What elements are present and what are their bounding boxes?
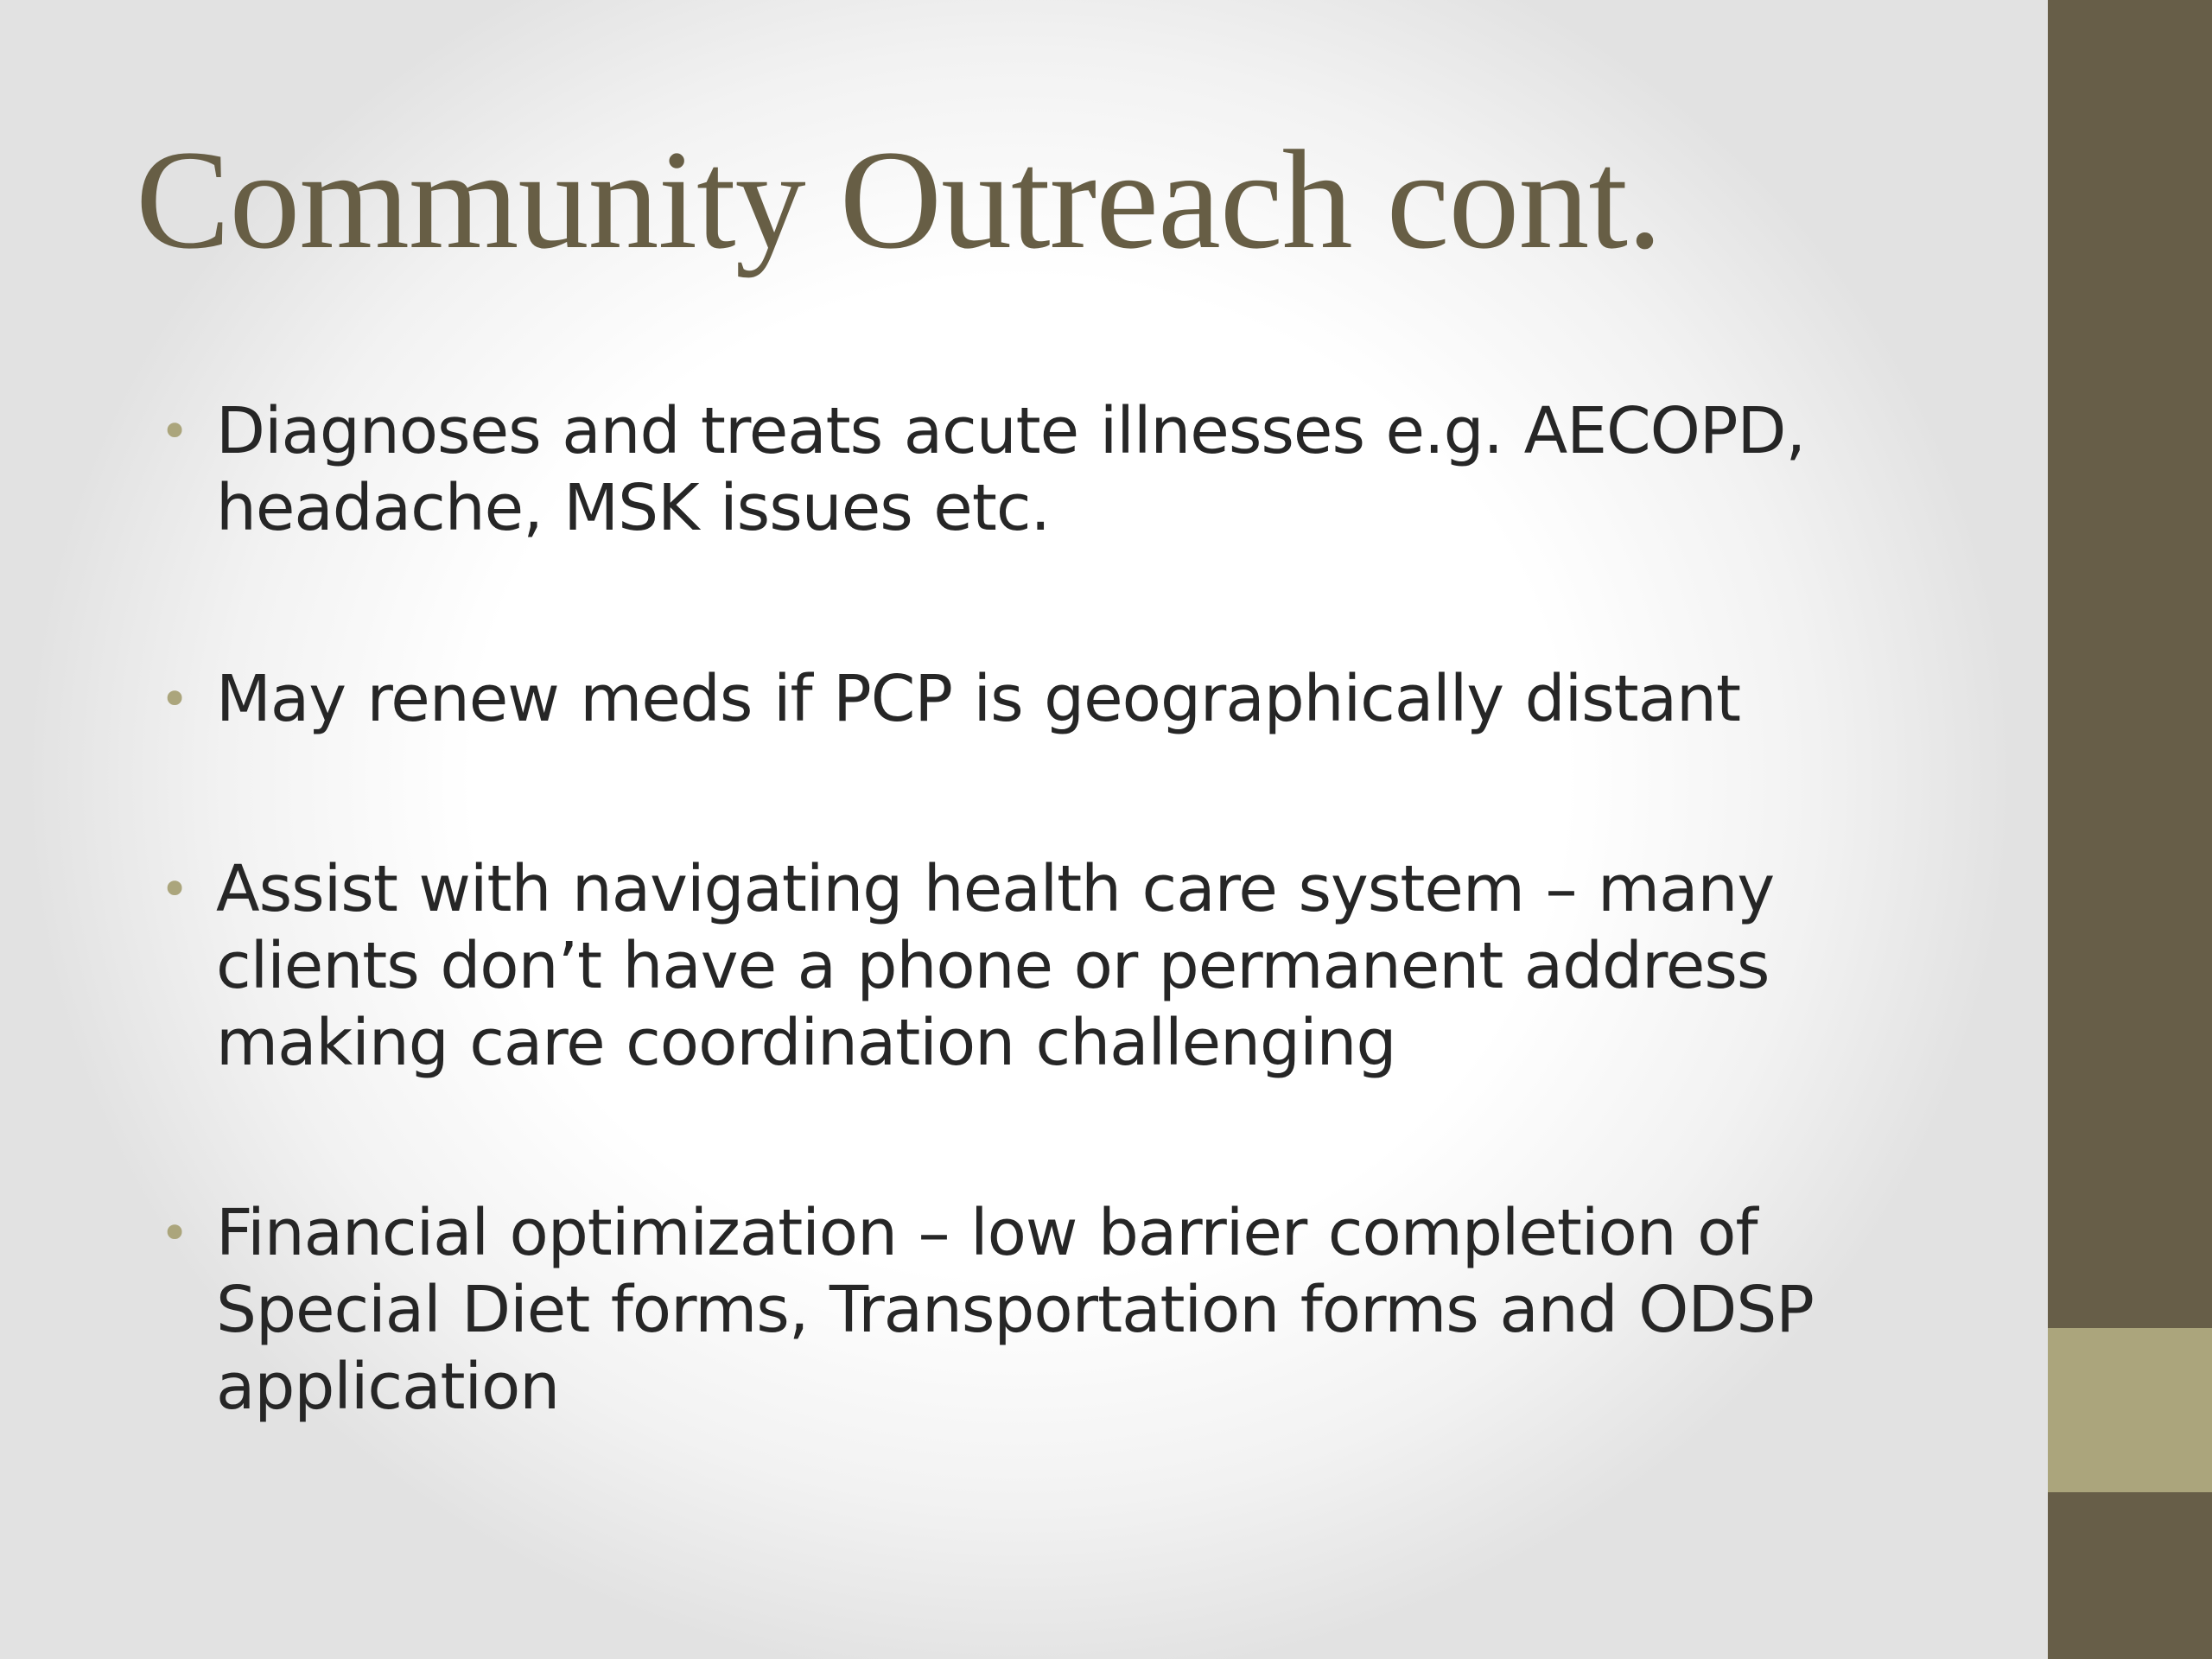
bullet-line: Financial optimization – low barrier completion of bbox=[216, 1196, 1758, 1270]
bullet-item bbox=[160, 851, 1944, 1082]
bullet-item bbox=[160, 393, 1944, 547]
bullet-dot-icon: • bbox=[160, 860, 189, 918]
bullet-dot-icon: • bbox=[160, 402, 189, 461]
side-bar-accent bbox=[2048, 1328, 2212, 1492]
bullet-line: May renew meds if PCP is geographically distant bbox=[216, 662, 1740, 736]
bullet-line: headache, MSK issues etc. bbox=[216, 471, 1051, 545]
bullet-line: Assist with navigating health care system – many bbox=[216, 852, 1775, 926]
bullet-line: Special Diet forms, Transportation forms and ODSP bbox=[216, 1273, 1814, 1347]
bullet-item bbox=[160, 1195, 1944, 1426]
bullet-line: application bbox=[216, 1350, 560, 1424]
bullet-line: Diagnoses and treats acute illnesses e.g. AECOPD, bbox=[216, 394, 1806, 468]
bullet-item bbox=[160, 661, 1944, 738]
bullet-line: making care coordination challenging bbox=[216, 1006, 1396, 1080]
bullet-line: clients don’t have a phone or permanent address bbox=[216, 929, 1770, 1003]
bullet-dot-icon: • bbox=[160, 670, 189, 728]
slide-title: Community Outreach cont. bbox=[136, 122, 1662, 278]
bullet-dot-icon: • bbox=[160, 1204, 189, 1262]
